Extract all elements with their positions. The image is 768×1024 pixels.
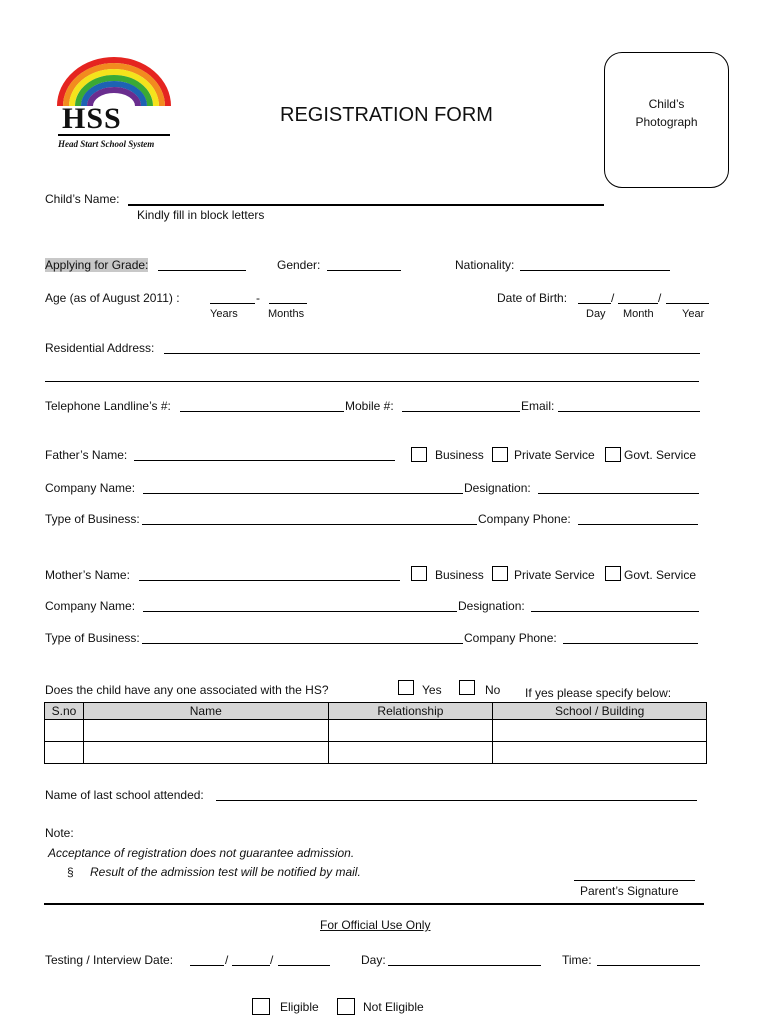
table-cell-school-building[interactable] (493, 720, 707, 742)
photo-label-line2: Photograph (635, 115, 698, 129)
mother-company-field[interactable] (143, 611, 457, 612)
table-cell-name[interactable] (83, 742, 328, 764)
note-heading: Note: (45, 826, 74, 840)
photo-label-line1: Child’s (648, 97, 685, 111)
mother-business-type-label: Type of Business: (45, 631, 140, 645)
dob-slash-2: / (658, 291, 662, 305)
column-header-relationship: Relationship (328, 703, 493, 720)
father-name-label: Father’s Name: (45, 448, 128, 462)
column-header-school-building: School / Building (493, 703, 707, 720)
father-business-checkbox[interactable] (411, 447, 427, 462)
last-school-label: Name of last school attended: (45, 788, 204, 802)
logo-letters: HSS (62, 102, 122, 135)
mother-business-type-field[interactable] (142, 643, 463, 644)
mother-company-label: Company Name: (45, 599, 136, 613)
child-name-hint: Kindly fill in block letters (137, 208, 265, 222)
father-designation-label: Designation: (464, 481, 531, 495)
age-years-field[interactable] (210, 303, 255, 304)
form-title: REGISTRATION FORM (280, 104, 493, 126)
nationality-label: Nationality: (455, 258, 515, 272)
official-day-label: Day: (361, 953, 386, 967)
eligible-checkbox[interactable] (252, 998, 270, 1015)
mother-designation-field[interactable] (531, 611, 699, 612)
years-caption: Years (210, 308, 238, 320)
dob-label: Date of Birth: (497, 291, 568, 305)
logo-divider (58, 134, 170, 136)
table-cell-relationship[interactable] (328, 720, 493, 742)
father-name-field[interactable] (134, 460, 395, 461)
association-no-label: No (485, 683, 501, 697)
dob-slash-1: / (611, 291, 615, 305)
father-business-type-field[interactable] (142, 524, 477, 525)
table-cell-school-building[interactable] (493, 742, 707, 764)
signature-label: Parent’s Signature (580, 884, 679, 898)
age-dash: - (256, 291, 260, 305)
year-caption: Year (682, 308, 705, 320)
landline-field[interactable] (180, 411, 344, 412)
official-time-label: Time: (562, 953, 592, 967)
dob-year-field[interactable] (666, 303, 709, 304)
table-cell-sno[interactable] (45, 742, 84, 764)
column-header-sno: S.no (45, 703, 84, 720)
association-yes-label: Yes (422, 683, 442, 697)
association-table-header (45, 703, 707, 720)
association-question: Does the child have any one associated with the HS? (45, 683, 329, 697)
mother-govt-checkbox[interactable] (605, 566, 621, 581)
table-row (45, 742, 707, 764)
association-table (44, 702, 707, 764)
father-govt-checkbox[interactable] (605, 447, 621, 462)
note-line-2: Result of the admission test will be notified by mail. (90, 865, 361, 879)
nationality-field[interactable] (520, 270, 670, 271)
grade-field[interactable] (158, 270, 246, 271)
association-no-checkbox[interactable] (459, 680, 475, 695)
months-caption: Months (268, 308, 305, 320)
testing-month-field[interactable] (232, 965, 270, 966)
father-company-phone-label: Company Phone: (478, 512, 571, 526)
landline-label: Telephone Landline’s #: (45, 399, 171, 413)
signature-line[interactable] (574, 880, 695, 881)
official-use-heading: For Official Use Only (320, 918, 431, 932)
testing-slash-2: / (270, 953, 274, 967)
table-row (45, 720, 707, 742)
age-months-field[interactable] (269, 303, 307, 304)
address-field-1[interactable] (164, 353, 700, 354)
mother-business-checkbox[interactable] (411, 566, 427, 581)
father-business-label: Business (435, 448, 484, 462)
mobile-label: Mobile #: (345, 399, 394, 413)
grade-label: Applying for Grade: (45, 258, 149, 272)
father-govt-label: Govt. Service (624, 448, 697, 462)
official-time-field[interactable] (597, 965, 700, 966)
father-private-label: Private Service (514, 448, 595, 462)
mother-company-phone-label: Company Phone: (464, 631, 557, 645)
month-caption: Month (623, 308, 654, 320)
father-company-field[interactable] (143, 493, 463, 494)
address-field-2[interactable] (45, 381, 699, 382)
logo-tagline: Head Start School System (58, 139, 155, 149)
not-eligible-label: Not Eligible (363, 1000, 424, 1014)
column-header-name: Name (83, 703, 328, 720)
mother-govt-label: Govt. Service (624, 568, 697, 582)
not-eligible-checkbox[interactable] (337, 998, 355, 1015)
table-cell-sno[interactable] (45, 720, 84, 742)
mother-company-phone-field[interactable] (563, 643, 698, 644)
father-business-type-label: Type of Business: (45, 512, 140, 526)
testing-date-label: Testing / Interview Date: (45, 953, 174, 967)
mobile-field[interactable] (402, 411, 520, 412)
association-specify-label: If yes please specify below: (525, 686, 672, 700)
table-cell-name[interactable] (83, 720, 328, 742)
address-label: Residential Address: (45, 341, 155, 355)
gender-label: Gender: (277, 258, 321, 272)
child-name-field[interactable] (128, 204, 604, 206)
table-cell-relationship[interactable] (328, 742, 493, 764)
note-line-1: Acceptance of registration does not guarantee admission. (48, 846, 355, 860)
age-label: Age (as of August 2011) : (45, 291, 180, 305)
father-private-checkbox[interactable] (492, 447, 508, 462)
association-yes-checkbox[interactable] (398, 680, 414, 695)
father-designation-field[interactable] (538, 493, 699, 494)
mother-name-label: Mother’s Name: (45, 568, 130, 582)
testing-day-field[interactable] (190, 965, 224, 966)
day-caption: Day (586, 308, 606, 320)
rainbow-icon (56, 56, 172, 106)
mother-name-field[interactable] (139, 580, 400, 581)
eligible-label: Eligible (280, 1000, 319, 1014)
mother-private-label: Private Service (514, 568, 595, 582)
last-school-field[interactable] (216, 800, 697, 801)
photo-box[interactable] (604, 52, 729, 188)
dob-day-field[interactable] (578, 303, 611, 304)
dob-month-field[interactable] (618, 303, 658, 304)
mother-designation-label: Designation: (458, 599, 525, 613)
gender-field[interactable] (327, 270, 401, 271)
child-name-label: Child’s Name: (45, 192, 120, 206)
testing-slash-1: / (225, 953, 229, 967)
official-day-field[interactable] (388, 965, 541, 966)
mother-business-label: Business (435, 568, 484, 582)
father-company-label: Company Name: (45, 481, 136, 495)
email-field[interactable] (558, 411, 700, 412)
mother-private-checkbox[interactable] (492, 566, 508, 581)
note-bullet: § (67, 865, 74, 879)
father-company-phone-field[interactable] (578, 524, 698, 525)
email-label: Email: (521, 399, 555, 413)
testing-year-field[interactable] (278, 965, 330, 966)
official-divider (44, 903, 704, 905)
